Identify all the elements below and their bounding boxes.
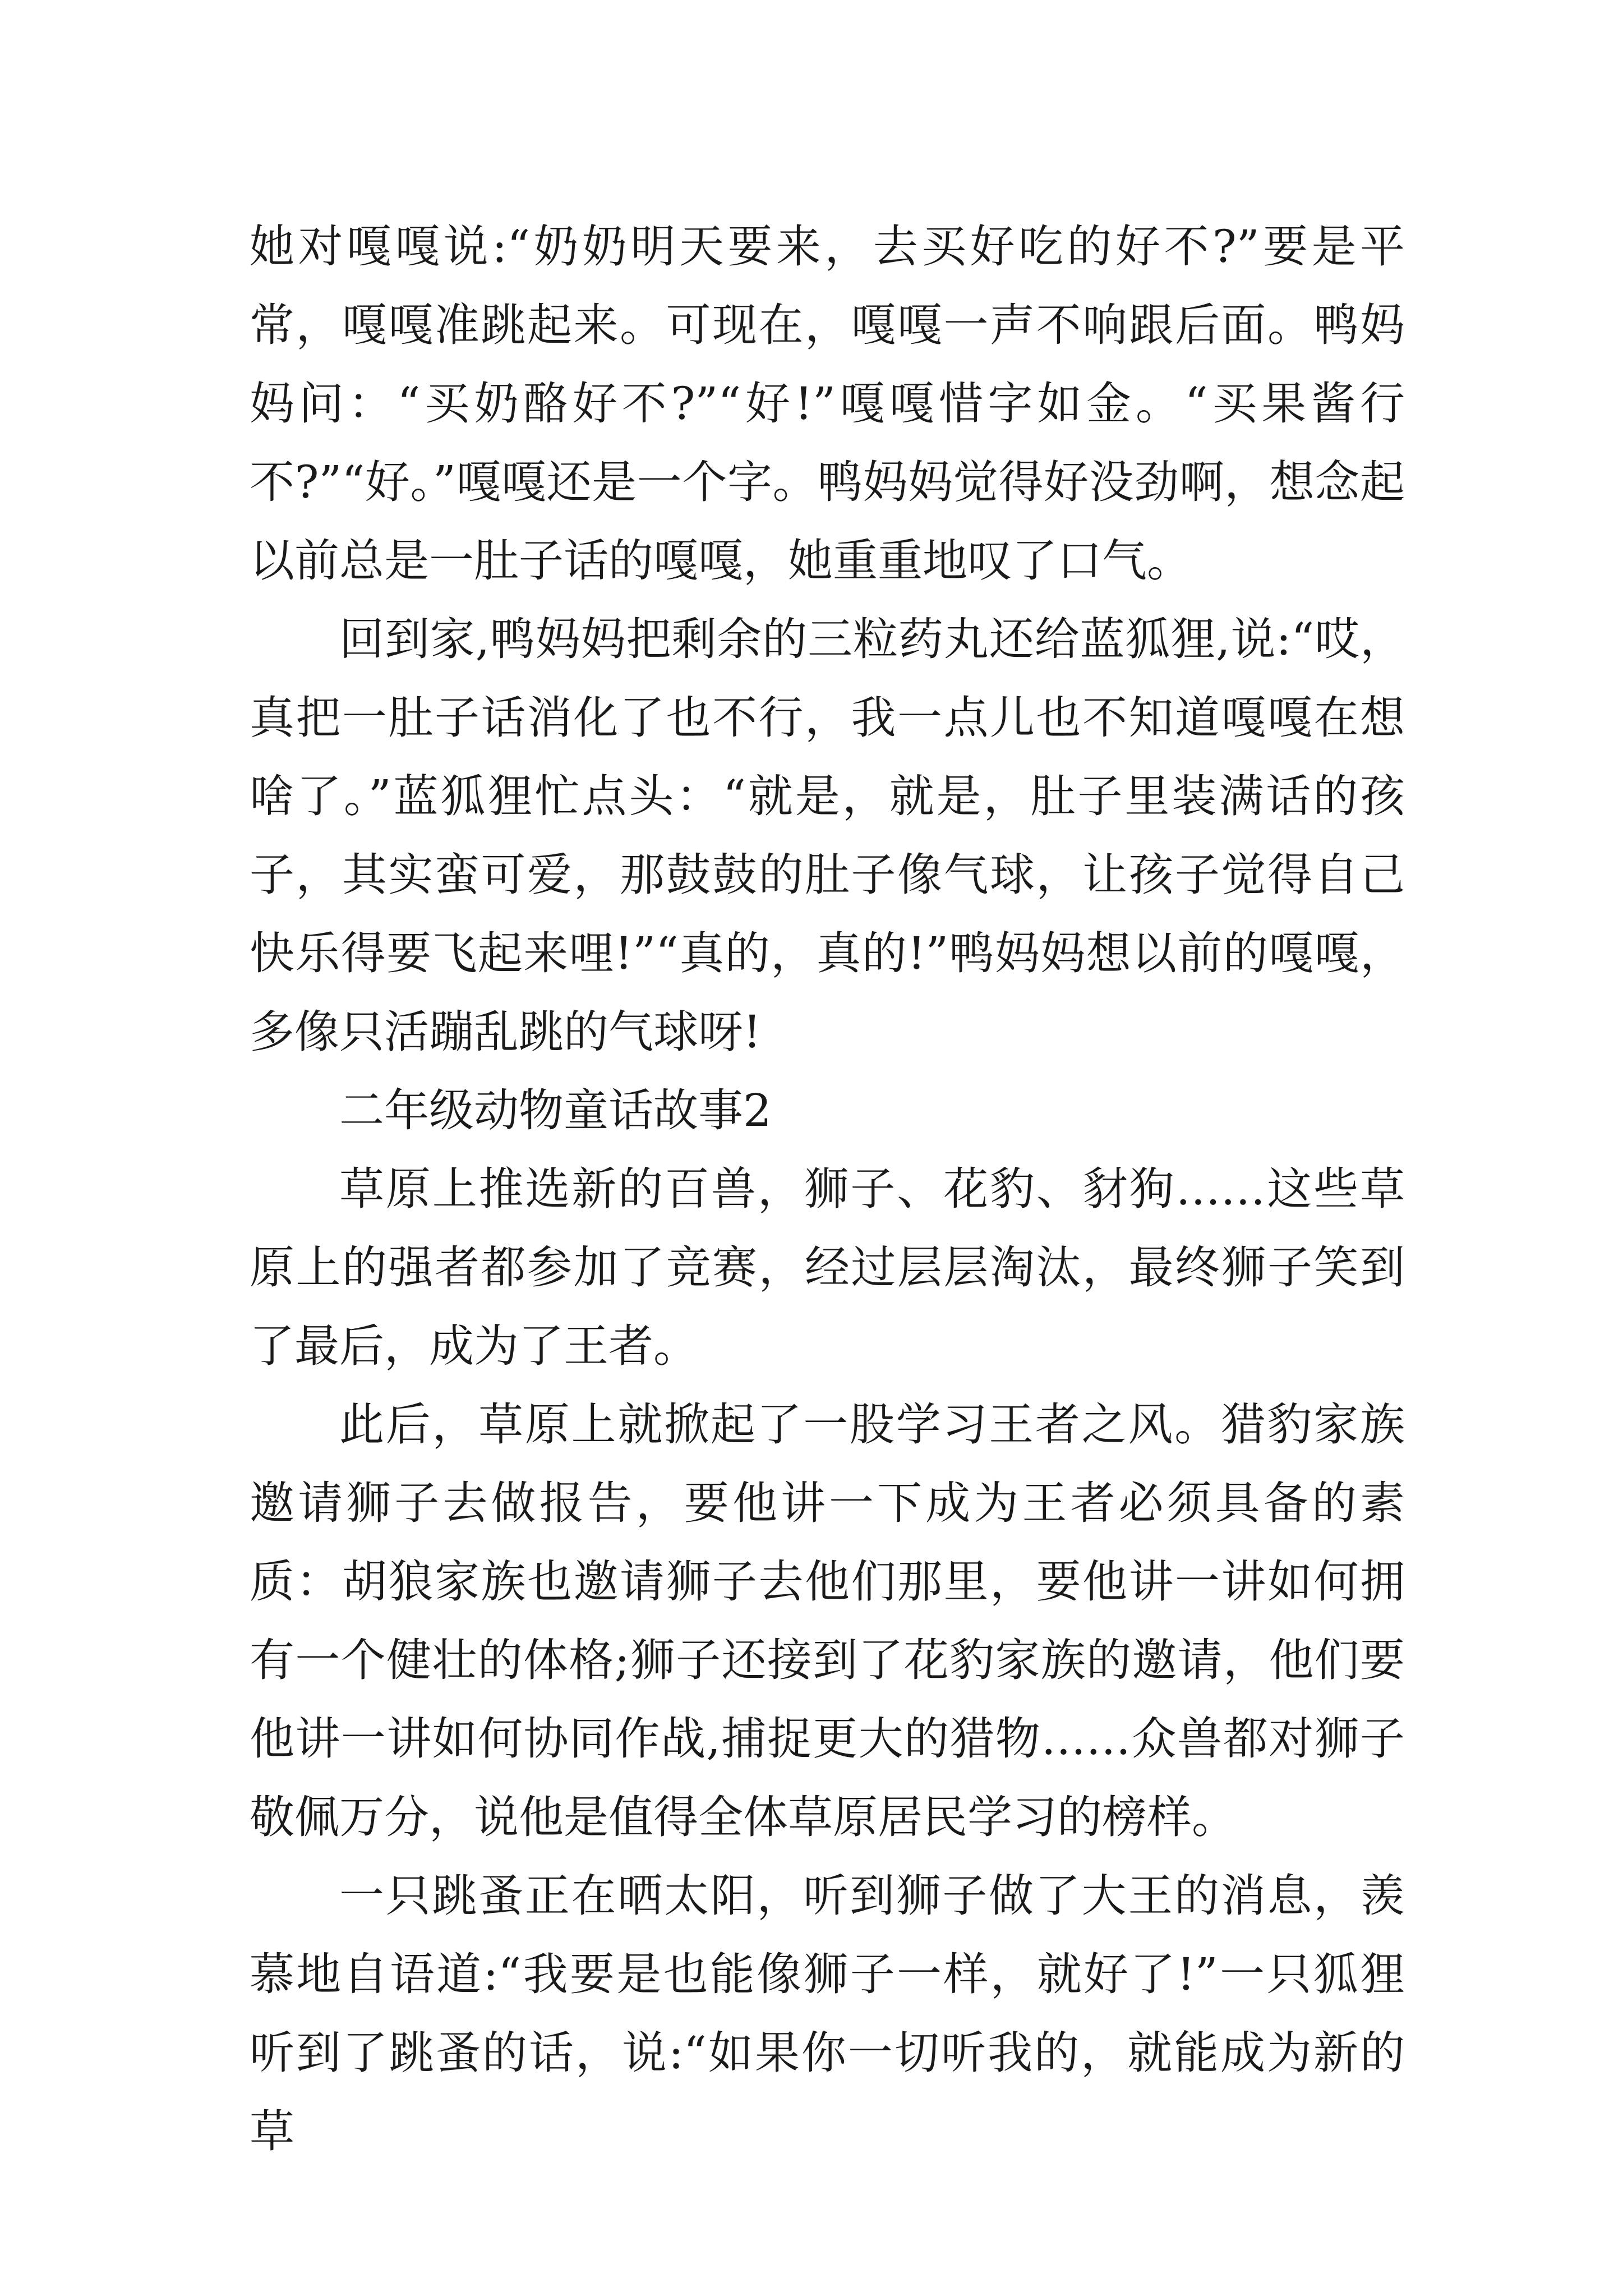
paragraph-5: 一只跳蚤正在晒太阳，听到狮子做了大王的消息，羡慕地自语道:“我要是也能像狮子一样，就好了!”一只狐狸听到了跳蚤的话，说:“如果你一切听我的，就能成为新的草 — [250, 1870, 1405, 2157]
document-body — [250, 208, 1405, 2171]
story-heading: 二年级动物童话故事2 — [339, 1084, 772, 1137]
paragraph-3: 草原上推选新的百兽，狮子、花豹、豺狗……这些草原上的强者都参加了竞赛，经过层层淘汰，最终狮子笑到了最后，成为了王者。 — [250, 1163, 1405, 1372]
paragraph-2: 回到家,鸭妈妈把剩余的三粒药丸还给蓝狐狸,说:“哎，真把一肚子话消化了也不行，我一点儿也不知道嘎嘎在想啥了。”蓝狐狸忙点头：“就是，就是，肚子里装满话的孩子，其实蛮可爱，那鼓鼓的肚子像气球，让孩子觉得自己快乐得要飞起来哩!”“真的，真的!”鸭妈妈想以前的嘎嘎，多像只活蹦乱跳的气球呀! — [250, 613, 1405, 1058]
paragraph-4: 此后，草原上就掀起了一股学习王者之风。猎豹家族邀请狮子去做报告，要他讲一下成为王者必须具备的素质：胡狼家族也邀请狮子去他们那里，要他讲一讲如何拥有一个健壮的体格;狮子还接到了花豹家族的邀请，他们要他讲一讲如何协同作战,捕捉更大的猎物……众兽都对狮子敬佩万分，说他是值得全体草原居民学习的榜样。 — [250, 1398, 1405, 1843]
paragraph-1: 她对嘎嘎说:“奶奶明天要来，去买好吃的好不?”要是平常，嘎嘎准跳起来。可现在，嘎嘎一声不响跟后面。鸭妈妈问：“买奶酪好不?”“好!”嘎嘎惜字如金。“买果酱行不?”“好。”嘎嘎还是一个字。鸭妈妈觉得好没劲啊，想念起以前总是一肚子话的嘎嘎，她重重地叹了口气。 — [250, 220, 1405, 587]
